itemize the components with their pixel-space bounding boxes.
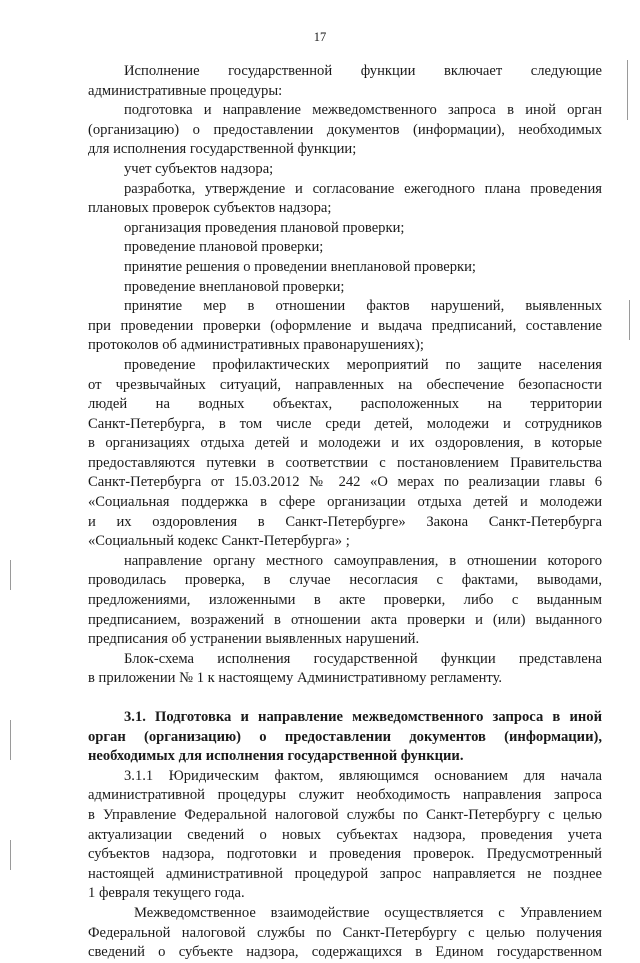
section-heading-line: необходимых для исполнения государственной функции. bbox=[88, 748, 464, 765]
text-line: (организацию) о предоставлении документов (информации), необходимых bbox=[88, 121, 602, 138]
text-line: предложениями, изложенными в акте проверки, либо с выданным bbox=[88, 592, 602, 609]
text-line: Санкт-Петербурга, в том числе среди детей, молодежи и сотрудников bbox=[88, 415, 602, 432]
text-line: предоставляются путевки в соответствии с постановлением Правительства bbox=[88, 454, 602, 471]
text-line: Блок-схема исполнения государственной функции представлена bbox=[124, 650, 602, 667]
text-line: протоколов об административных правонарушениях); bbox=[88, 337, 424, 354]
text-line: принятие мер в отношении фактов нарушений, выявленных bbox=[124, 298, 602, 315]
text-line: сведений о субъекте надзора, содержащихся в Едином государственном bbox=[88, 944, 602, 961]
text-line: субъектов надзора, подготовки и проведения проверок. Предусмотренный bbox=[88, 846, 602, 863]
scan-margin-mark bbox=[10, 720, 11, 760]
text-line: административные процедуры: bbox=[88, 82, 283, 99]
text-line: актуализации сведений о новых субъектах надзора, проведения учета bbox=[88, 826, 602, 843]
text-line: предписания об устранении выявленных нарушений. bbox=[88, 631, 420, 648]
text-line: в Управление Федеральной налоговой службы по Санкт-Петербургу с целью bbox=[88, 806, 602, 823]
text-line: настоящей административной процедурой запрос направляется не позднее bbox=[88, 865, 602, 882]
text-line: 3.1.1 Юридическим фактом, являющимся основанием для начала bbox=[124, 767, 602, 784]
scan-margin-mark bbox=[627, 60, 628, 120]
text-line: проведение плановой проверки; bbox=[124, 239, 324, 256]
section-heading-line: 3.1. Подготовка и направление межведомственного запроса в иной bbox=[124, 709, 602, 725]
text-line: Федеральной налоговой службы по Санкт-Петербургу с целью получения bbox=[88, 924, 602, 941]
section-gap bbox=[88, 689, 602, 708]
text-line: предписанием, возражений в отношении акта проверки и (или) выданного bbox=[88, 611, 602, 628]
text-line: людей на водных объектах, расположенных на территории bbox=[88, 396, 602, 413]
text-line: проводилась проверка, в случае несогласия с фактами, выводами, bbox=[88, 572, 602, 589]
text-line: проведение профилактических мероприятий по защите населения bbox=[124, 356, 602, 373]
scan-margin-mark bbox=[629, 300, 630, 340]
text-line: «Социальная поддержка в сфере организации отдыха детей и молодежи bbox=[88, 494, 602, 511]
text-line: в приложении № 1 к настоящему Административному регламенту. bbox=[88, 670, 503, 687]
text-line: Межведомственное взаимодействие осуществляется с Управлением bbox=[134, 904, 602, 921]
text-line: направление органу местного самоуправления, в отношении которого bbox=[124, 552, 602, 569]
section-heading-line: орган (организацию) о предоставлении документов (информации), bbox=[88, 728, 602, 745]
text-line: при проведении проверки (оформление и выдача предписаний, составление bbox=[88, 317, 602, 334]
document-body bbox=[88, 62, 602, 963]
text-line: Санкт-Петербурга от 15.03.2012 № 242 «О мерах по реализации главы 6 bbox=[88, 474, 602, 491]
text-line: от чрезвычайных ситуаций, направленных на обеспечение безопасности bbox=[88, 376, 602, 393]
scan-margin-mark bbox=[10, 840, 11, 870]
text-line: подготовка и направление межведомственного запроса в иной орган bbox=[124, 102, 602, 119]
text-line: в организациях отдыха детей и молодежи и их оздоровления, в которые bbox=[88, 435, 602, 452]
page-number: 17 bbox=[313, 30, 327, 44]
text-line: плановых проверок субъектов надзора; bbox=[88, 200, 332, 217]
text-line: организация проведения плановой проверки; bbox=[124, 219, 405, 236]
text-line: и их оздоровления в Санкт-Петербурге» Закона Санкт-Петербурга bbox=[88, 513, 602, 530]
scan-margin-mark bbox=[10, 560, 11, 590]
text-line: принятие решения о проведении внеплановой проверки; bbox=[124, 258, 476, 275]
text-line: 1 февраля текущего года. bbox=[88, 885, 245, 902]
text-line: административной процедуры служит необходимость направления запроса bbox=[88, 787, 602, 804]
text-line: проведение внеплановой проверки; bbox=[124, 278, 345, 295]
text-line: Исполнение государственной функции включает следующие bbox=[124, 63, 602, 79]
text-line: для исполнения государственной функции; bbox=[88, 141, 357, 158]
text-line: учет субъектов надзора; bbox=[124, 160, 274, 177]
text-line: разработка, утверждение и согласование ежегодного плана проведения bbox=[124, 180, 602, 197]
text-line: «Социальный кодекс Санкт-Петербурга» ; bbox=[88, 533, 350, 550]
